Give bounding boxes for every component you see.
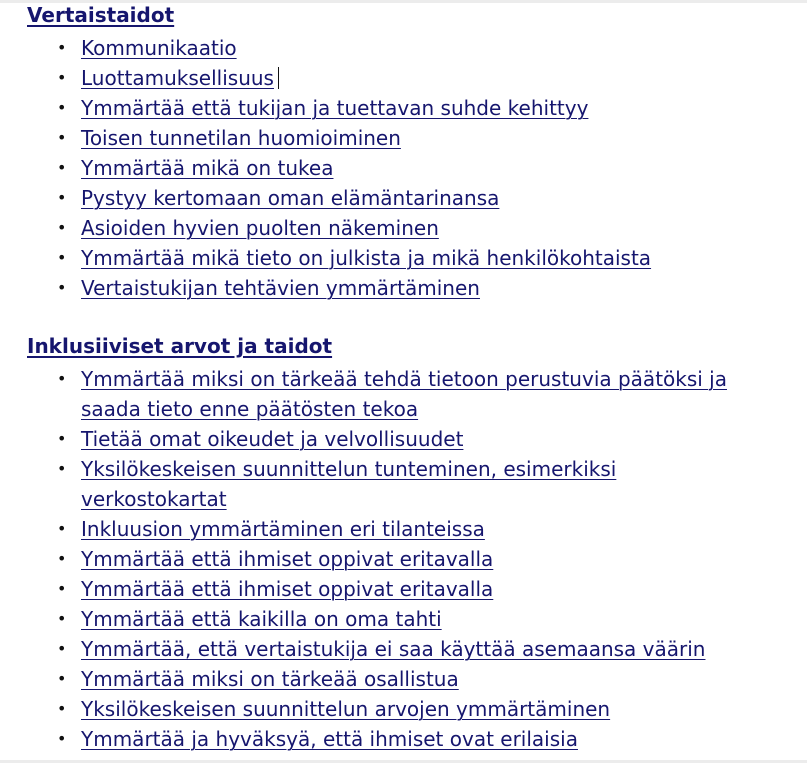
bullet-icon: •: [57, 609, 67, 628]
list-item-link[interactable]: Asioiden hyvien puolten näkeminen: [81, 216, 439, 240]
bullet-icon: •: [57, 369, 67, 388]
bullet-icon: •: [57, 579, 67, 598]
vertaistaidot-list: [0, 33, 807, 303]
bullet-icon: •: [57, 158, 67, 177]
list-item: [0, 183, 761, 213]
bullet-icon: •: [57, 669, 67, 688]
inklusiiviset-list: [0, 364, 807, 754]
list-item-link[interactable]: Yksilökeskeisen suunnittelun arvojen ymmärtäminen: [81, 697, 611, 721]
list-item: [0, 123, 761, 153]
text-cursor: [278, 67, 279, 89]
list-item: [0, 544, 761, 574]
bullet-icon: •: [57, 639, 67, 658]
list-item: [0, 243, 761, 273]
list-item-link[interactable]: Ymmärtää mikä on tukea: [81, 156, 334, 180]
list-item-link[interactable]: Ymmärtää että ihmiset oppivat eritavalla: [81, 547, 494, 571]
list-item: [0, 454, 761, 514]
bullet-icon: •: [57, 128, 67, 147]
list-item-link[interactable]: Vertaistukijan tehtävien ymmärtäminen: [81, 276, 480, 300]
list-item: [0, 514, 761, 544]
bullet-icon: •: [57, 98, 67, 117]
list-item: [0, 574, 761, 604]
list-item-link[interactable]: Ymmärtää, että vertaistukija ei saa käyttää asemaansa väärin: [81, 637, 706, 661]
list-item-link[interactable]: Tietää omat oikeudet ja velvollisuudet: [81, 427, 464, 451]
bullet-icon: •: [57, 549, 67, 568]
bullet-icon: •: [57, 459, 67, 478]
bullet-icon: •: [57, 38, 67, 57]
list-item: [0, 634, 761, 664]
list-item-link[interactable]: Luottamuksellisuus: [81, 66, 274, 90]
bullet-icon: •: [57, 68, 67, 87]
list-item-link[interactable]: Toisen tunnetilan huomioiminen: [81, 126, 401, 150]
list-item: [0, 694, 761, 724]
list-item: [0, 63, 761, 93]
list-item: [0, 724, 761, 754]
list-item: [0, 364, 761, 424]
list-item: [0, 153, 761, 183]
bullet-icon: •: [57, 188, 67, 207]
list-item-link[interactable]: Ymmärtää mikä tieto on julkista ja mikä henkilökohtaista: [81, 246, 652, 270]
list-item-link[interactable]: Inkluusion ymmärtäminen eri tilanteissa: [81, 517, 485, 541]
bullet-icon: •: [57, 218, 67, 237]
list-item: [0, 33, 761, 63]
bullet-icon: •: [57, 278, 67, 297]
bullet-icon: •: [57, 519, 67, 538]
list-item-link[interactable]: Kommunikaatio: [81, 36, 237, 60]
list-item-link[interactable]: Yksilökeskeisen suunnittelun tunteminen, esimerkiksi verkostokartat: [81, 457, 617, 511]
list-item: [0, 664, 761, 694]
bullet-icon: •: [57, 699, 67, 718]
list-item: [0, 424, 761, 454]
list-item-link[interactable]: Ymmärtää miksi on tärkeää tehdä tietoon perustuvia päätöksi ja saada tieto enne päätösten tekoa: [81, 367, 727, 421]
list-item-link[interactable]: Ymmärtää että kaikilla on oma tahti: [81, 607, 442, 631]
list-item-link[interactable]: Ymmärtää että ihmiset oppivat eritavalla: [81, 577, 494, 601]
bullet-icon: •: [57, 248, 67, 267]
list-item: [0, 213, 761, 243]
list-item-link[interactable]: Ymmärtää miksi on tärkeää osallistua: [81, 667, 459, 691]
section-heading-vertaistaidot[interactable]: Vertaistaidot: [27, 3, 175, 27]
bullet-icon: •: [57, 429, 67, 448]
list-item-link[interactable]: Ymmärtää ja hyväksyä, että ihmiset ovat erilaisia: [81, 727, 578, 751]
list-item: [0, 273, 761, 303]
bullet-icon: •: [57, 729, 67, 748]
list-item-link[interactable]: Pystyy kertomaan oman elämäntarinansa: [81, 186, 500, 210]
list-item: [0, 93, 761, 123]
list-item: [0, 604, 761, 634]
list-item-link[interactable]: Ymmärtää että tukijan ja tuettavan suhde kehittyy: [81, 96, 589, 120]
section-heading-inklusiiviset[interactable]: Inklusiiviset arvot ja taidot: [27, 334, 333, 358]
